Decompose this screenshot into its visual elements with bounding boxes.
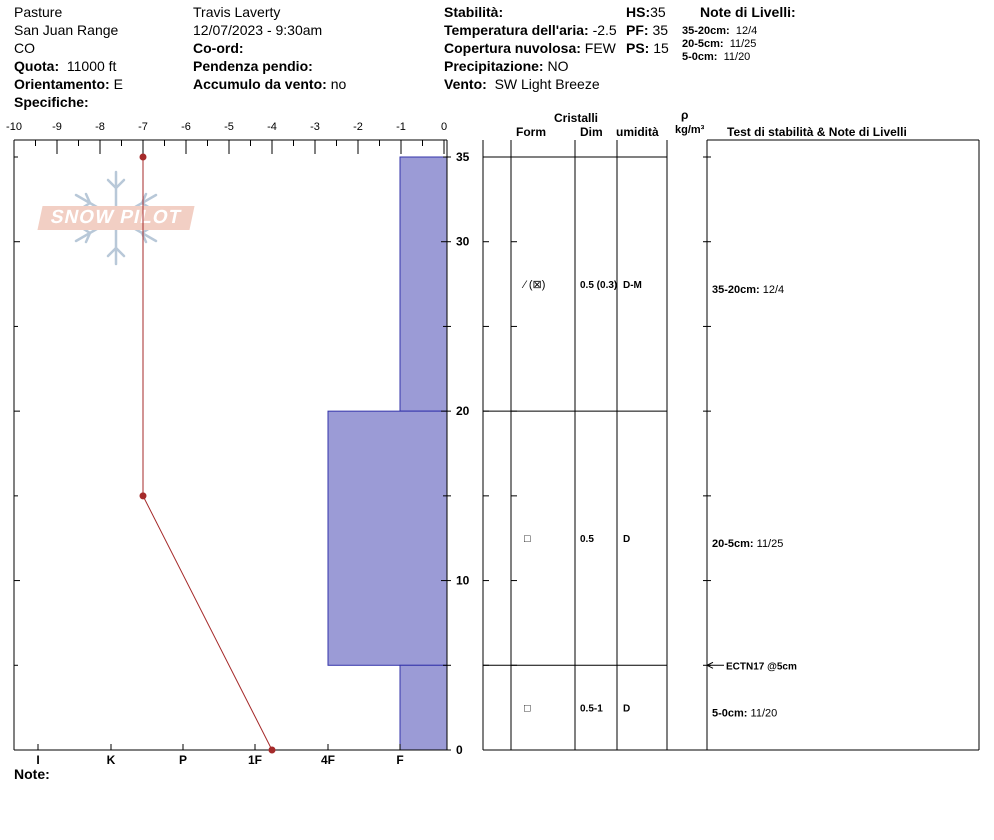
tests-header: Test di stabilità & Note di Livelli (727, 125, 907, 139)
state: CO (14, 40, 35, 56)
ps-value: 15 (653, 40, 669, 56)
crystal-form: □ (524, 533, 531, 546)
temperature-point (140, 154, 147, 161)
cloud-label: Copertura nuvolosa: (444, 40, 581, 56)
temp-tick-label: -4 (267, 121, 277, 133)
wind-value: SW Light Breeze (494, 76, 600, 92)
temp-tick-label: -10 (6, 121, 22, 133)
crystal-form: □ (524, 702, 531, 715)
height-tick-label: 30 (456, 234, 470, 249)
crystal-moisture: D (623, 534, 631, 546)
crystal-size: 0.5 (0.3) (580, 280, 618, 292)
temp-tick-label: -3 (310, 121, 320, 133)
hardness-bar (400, 157, 447, 411)
hardness-tick-label: 4F (320, 753, 336, 767)
layer-note (712, 708, 777, 720)
cloud-value: FEW (584, 40, 616, 56)
header-layer-note-range: 20-5cm: (682, 38, 724, 50)
temp-tick-label: -6 (181, 121, 191, 133)
temp-tick-label: 0 (440, 121, 448, 133)
temp-tick-label: -5 (224, 121, 234, 133)
air-temp-value: -2.5 (592, 22, 617, 38)
aspect-value: E (113, 76, 123, 92)
coord-label: Co-ord: (193, 40, 244, 56)
crystal-moisture: D-M (623, 280, 642, 292)
pf-label: PF: (626, 22, 649, 38)
temp-tick-label: -2 (353, 121, 363, 133)
height-tick-label: 35 (456, 150, 470, 164)
wind-label: Vento: (444, 76, 487, 92)
hardness-tick-label: I (36, 753, 40, 767)
notes-label: Note: (14, 766, 50, 782)
crystals-header: Cristalli (554, 111, 599, 125)
temperature-point (269, 747, 276, 754)
layer-note-value: 12/4 (762, 284, 785, 297)
header-layer-note-range: 35-20cm: (682, 25, 730, 37)
size-header: Dim (580, 125, 603, 139)
crystal-size: 0.5-1 (580, 703, 603, 715)
hardness-tick-label: 1F (247, 753, 263, 767)
hs-label: HS: (626, 4, 651, 20)
crystal-form: ⁄ (⊠) (524, 279, 546, 292)
layer-note (712, 284, 784, 296)
temp-tick-label: -7 (138, 121, 148, 133)
moisture-header: umidità (616, 125, 659, 139)
location: Pasture (14, 4, 63, 20)
ps-label: PS: (626, 40, 650, 56)
elevation-value: 11000 ft (66, 58, 117, 74)
layer-note-range: 35-20cm: (712, 284, 763, 297)
header-layer-note-value: 11/20 (723, 51, 751, 63)
layer-note-value: 11/25 (756, 538, 784, 551)
hardness-tick-label: K (106, 753, 116, 767)
specifics-label: Specifiche: (14, 94, 89, 110)
temp-tick-label: -8 (95, 121, 105, 133)
header-layer-note-value: 12/4 (735, 25, 758, 37)
snowpilot-wordmark: SNOW PILOT (37, 206, 194, 230)
temperature-point (140, 492, 147, 499)
temp-tick-label: -9 (52, 121, 62, 133)
hardness-bar (400, 665, 447, 750)
precip-value: NO (547, 58, 569, 74)
stability-test-label: ECTN17 @5cm (726, 661, 797, 673)
layer-notes-label: Note di Livelli: (700, 4, 796, 20)
hardness-bar (328, 411, 447, 665)
height-tick-label: 10 (456, 573, 470, 588)
layer-note (712, 538, 783, 550)
temperature-line (143, 157, 272, 750)
header-layer-note-value: 11/25 (729, 38, 757, 50)
hardness-tick-label: F (396, 753, 404, 767)
rho-header: ρ (681, 108, 689, 122)
wind-loading-label: Accumulo da vento: (193, 76, 327, 92)
temp-tick-label: -1 (396, 121, 406, 133)
crystal-moisture: D (623, 703, 631, 715)
height-tick-label: 20 (456, 404, 470, 419)
layer-note-range: 5-0cm: (712, 707, 751, 720)
header-layer-note-range: 5-0cm: (682, 51, 718, 63)
precip-label: Precipitazione: (444, 58, 544, 74)
stability-label: Stabilità: (444, 4, 504, 20)
hs-value: 35 (650, 4, 666, 20)
datetime: 12/07/2023 - 9:30am (193, 22, 323, 38)
range: San Juan Range (14, 22, 119, 38)
form-header: Form (516, 125, 546, 139)
layer-note-value: 11/20 (750, 707, 778, 720)
height-tick-label: 0 (456, 743, 463, 757)
slope-label: Pendenza pendio: (193, 58, 313, 74)
density-unit-header: kg/m³ (675, 124, 705, 136)
hardness-tick-label: P (178, 753, 188, 767)
wind-loading-value: no (330, 76, 347, 92)
crystal-size: 0.5 (580, 534, 594, 546)
air-temp-label: Temperatura dell'aria: (444, 22, 589, 38)
observer: Travis Laverty (193, 4, 281, 20)
layer-note-range: 20-5cm: (712, 538, 757, 551)
elevation-label: Quota: (14, 58, 60, 74)
pf-value: 35 (652, 22, 669, 38)
aspect-label: Orientamento: (14, 76, 110, 92)
